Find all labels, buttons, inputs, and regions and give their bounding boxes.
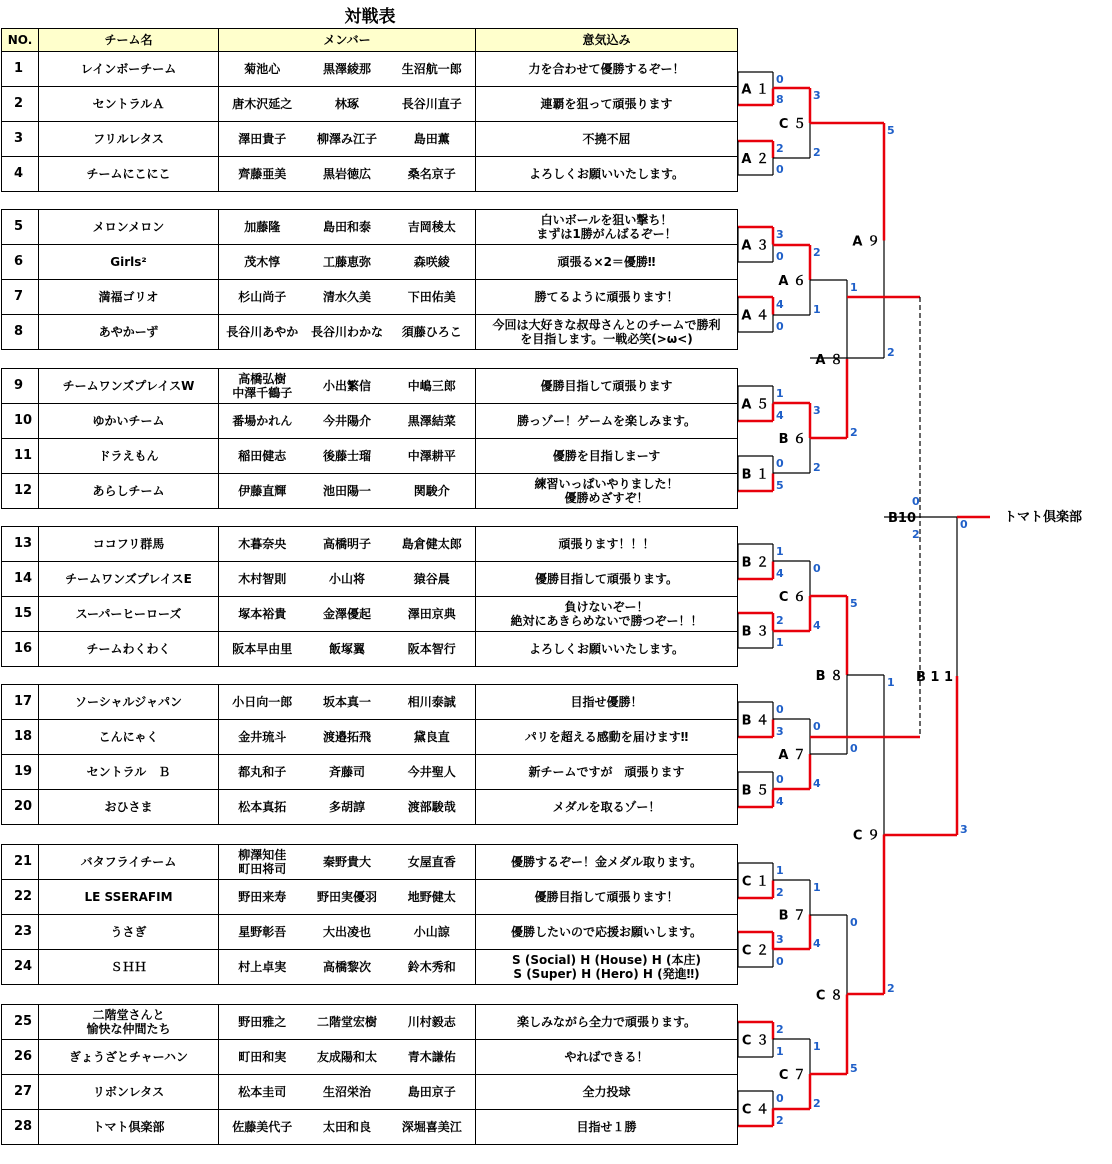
team-member: 今井聖人 — [389, 755, 476, 790]
team-spirit: 新チームですが 頑張ります — [476, 755, 738, 790]
team-member: 後藤士瑠 — [306, 439, 389, 474]
match-score-bottom: 4 — [776, 795, 784, 808]
match-score-bottom: 2 — [850, 426, 858, 439]
team-name: チームワンズプレイスE — [39, 562, 219, 597]
team-member: 黛良直 — [389, 720, 476, 755]
team-no: 12 — [2, 474, 39, 509]
team-member: 女屋直香 — [389, 845, 476, 880]
team-member: 村上卓実 — [219, 950, 306, 985]
match-score-top: 3 — [813, 404, 821, 417]
match-id: B ４ — [741, 713, 769, 729]
team-no: 14 — [2, 562, 39, 597]
match-score-bottom: 2 — [776, 1114, 784, 1127]
team-name: バタフライチーム — [39, 845, 219, 880]
team-no: 27 — [2, 1075, 39, 1110]
team-name: あらしチーム — [39, 474, 219, 509]
match-score-top: 5 — [887, 124, 895, 137]
match-score-bottom: 0 — [776, 955, 784, 968]
team-no: 6 — [2, 245, 39, 280]
team-member: 渡邉拓飛 — [306, 720, 389, 755]
match-id: A ２ — [741, 152, 769, 167]
team-member: 澤田京典 — [389, 597, 476, 632]
match-score-top: 0 — [960, 518, 968, 531]
team-name: LE SSERAFIM — [39, 880, 219, 915]
match-score-bottom: 8 — [776, 93, 784, 106]
match-id: A ５ — [741, 397, 769, 413]
team-member: 小山諒 — [389, 915, 476, 950]
team-member: 多胡諄 — [306, 790, 389, 825]
match-id: B ２ — [741, 555, 769, 571]
team-name: 二階堂さんと 愉快な仲間たち — [39, 1005, 219, 1040]
team-member: 地野健太 — [389, 880, 476, 915]
match-score-bottom: 2 — [813, 1097, 821, 1110]
team-member: 今井陽介 — [306, 404, 389, 439]
team-name: スーパーヒーローズ — [39, 597, 219, 632]
match-score-top: 1 — [776, 387, 784, 400]
match-id: C ５ — [778, 117, 806, 132]
team-name: ドラえもん — [39, 439, 219, 474]
match-score-top: 1 — [813, 1040, 821, 1053]
team-spirit: 負けないぞー！ 絶対にあきらめないで勝つぞー！！ — [476, 597, 738, 632]
team-no: 15 — [2, 597, 39, 632]
team-member: 阪本早由里 — [219, 632, 306, 667]
match-score-bottom: 4 — [813, 619, 821, 632]
team-member: 池田陽一 — [306, 474, 389, 509]
match-score-top: 0 — [776, 773, 784, 786]
match-score-top: 5 — [850, 597, 858, 610]
team-spirit: 練習いっぱいやりました！ 優勝めざすぞ！ — [476, 474, 738, 509]
match-score-top: 0 — [776, 703, 784, 716]
team-member: 木暮奈央 — [219, 527, 306, 562]
match-id: A ４ — [741, 308, 769, 324]
team-member: 町田和実 — [219, 1040, 306, 1075]
team-name: うさぎ — [39, 915, 219, 950]
match-score-bottom: 5 — [776, 479, 784, 492]
team-no: 13 — [2, 527, 39, 562]
team-no: 4 — [2, 157, 39, 192]
match-id: A ６ — [778, 274, 806, 289]
team-member: 伊藤直輝 — [219, 474, 306, 509]
team-no: 23 — [2, 915, 39, 950]
team-no: 17 — [2, 685, 39, 720]
match-score-bottom: 0 — [776, 163, 784, 176]
match-score-top: 0 — [776, 73, 784, 86]
team-member: 塚本裕貴 — [219, 597, 306, 632]
match-id: C ２ — [741, 943, 769, 959]
match-id: B 1 1 — [915, 670, 953, 685]
team-member: 杉山尚子 — [219, 280, 306, 315]
team-spirit: 優勝したいので応援お願いします。 — [476, 915, 738, 950]
team-member: 都丸和子 — [219, 755, 306, 790]
match-score-bottom: 4 — [813, 937, 821, 950]
team-member: 阪本智行 — [389, 632, 476, 667]
team-member: 黒澤結菜 — [389, 404, 476, 439]
team-member: 黒澤綾那 — [306, 52, 389, 87]
team-member: 大出凌也 — [306, 915, 389, 950]
team-member: 野田来寿 — [219, 880, 306, 915]
match-id: C ６ — [778, 590, 806, 605]
team-member: 森咲綾 — [389, 245, 476, 280]
match-score-bottom: 0 — [850, 742, 858, 755]
team-member: 柳澤知佳 町田将司 — [219, 845, 306, 880]
team-no: 16 — [2, 632, 39, 667]
match-score-bottom: 3 — [960, 823, 968, 836]
team-member: 川村毅志 — [389, 1005, 476, 1040]
team-member: 吉岡稜太 — [389, 210, 476, 245]
match-score-bottom: 4 — [776, 567, 784, 580]
team-name: チームにこにこ — [39, 157, 219, 192]
team-member: 長谷川あやか — [219, 315, 306, 350]
team-member: 柳澤み江子 — [306, 122, 389, 157]
team-no: 2 — [2, 87, 39, 122]
team-no: 25 — [2, 1005, 39, 1040]
team-spirit: やればできる！ — [476, 1040, 738, 1075]
match-score-top: 0 — [912, 495, 920, 508]
team-member: 清水久美 — [306, 280, 389, 315]
team-name: ソーシャルジャパン — [39, 685, 219, 720]
team-member: 林琢 — [306, 87, 389, 122]
match-score-bottom: 2 — [887, 346, 895, 359]
team-member: 坂本真一 — [306, 685, 389, 720]
team-member: 生沼航一郎 — [389, 52, 476, 87]
team-name: おひさま — [39, 790, 219, 825]
team-no: 8 — [2, 315, 39, 350]
team-member: 生沼栄治 — [306, 1075, 389, 1110]
team-member: 須藤ひろこ — [389, 315, 476, 350]
match-score-bottom: 1 — [813, 303, 821, 316]
team-no: 22 — [2, 880, 39, 915]
team-name: Girls² — [39, 245, 219, 280]
team-no: 19 — [2, 755, 39, 790]
team-member: 野田雅之 — [219, 1005, 306, 1040]
team-no: 10 — [2, 404, 39, 439]
team-member: 飯塚翼 — [306, 632, 389, 667]
team-member: 齊藤亜美 — [219, 157, 306, 192]
match-score-bottom: 3 — [776, 725, 784, 738]
team-member: 小山将 — [306, 562, 389, 597]
match-score-top: 0 — [813, 720, 821, 733]
match-id: B ３ — [741, 624, 769, 640]
match-score-bottom: 4 — [776, 409, 784, 422]
team-name: トマト倶楽部 — [39, 1110, 219, 1145]
match-id: A ８ — [815, 353, 843, 368]
page-title: 対戦表 — [344, 7, 396, 27]
match-score-bottom: 2 — [887, 982, 895, 995]
match-score-top: 0 — [813, 562, 821, 575]
match-score-bottom: 1 — [776, 636, 784, 649]
header-members: メンバー — [219, 29, 476, 52]
team-no: 21 — [2, 845, 39, 880]
team-spirit: パリを超える感動を届けます‼ — [476, 720, 738, 755]
team-no: 1 — [2, 52, 39, 87]
team-spirit: 優勝目指して頑張ります。 — [476, 562, 738, 597]
match-id: B ６ — [778, 432, 806, 447]
team-member: 澤田貴子 — [219, 122, 306, 157]
team-member: 島倉健太郎 — [389, 527, 476, 562]
team-spirit: S (Social) H (House) H (本庄) S (Super) H (Hero) H (発進‼) — [476, 950, 738, 985]
header-no: NO. — [2, 29, 39, 52]
match-id: A ９ — [852, 234, 880, 250]
team-member: 島田和泰 — [306, 210, 389, 245]
team-no: 9 — [2, 369, 39, 404]
team-member: 斉藤司 — [306, 755, 389, 790]
match-id: C ９ — [852, 828, 880, 844]
team-spirit: 優勝目指して頑張ります！ — [476, 880, 738, 915]
match-score-top: 1 — [813, 881, 821, 894]
team-spirit: 優勝を目指しまーす — [476, 439, 738, 474]
team-member: 鈴木秀和 — [389, 950, 476, 985]
match-score-top: 2 — [776, 142, 784, 155]
team-member: 加藤隆 — [219, 210, 306, 245]
team-spirit: よろしくお願いいたします。 — [476, 157, 738, 192]
team-no: 28 — [2, 1110, 39, 1145]
team-member: 高橋黎次 — [306, 950, 389, 985]
team-spirit: 楽しみながら全力で頑張ります。 — [476, 1005, 738, 1040]
match-score-top: 3 — [813, 89, 821, 102]
match-score-top: 2 — [776, 1023, 784, 1036]
team-spirit: 力を合わせて優勝するぞー！ — [476, 52, 738, 87]
team-spirit: 目指せ優勝！ — [476, 685, 738, 720]
team-no: 5 — [2, 210, 39, 245]
team-spirit: 勝っゾー！ゲームを楽しみます。 — [476, 404, 738, 439]
team-member: 猿谷晨 — [389, 562, 476, 597]
match-score-top: 2 — [776, 614, 784, 627]
team-name: 満福ゴリオ — [39, 280, 219, 315]
header-team: チーム名 — [39, 29, 219, 52]
team-member: 相川泰誠 — [389, 685, 476, 720]
match-score-bottom: 2 — [912, 528, 920, 541]
team-member: 渡部駿哉 — [389, 790, 476, 825]
team-spirit: 不撓不屈 — [476, 122, 738, 157]
match-score-bottom: 2 — [813, 461, 821, 474]
match-score-top: 0 — [850, 916, 858, 929]
match-score-bottom: 0 — [776, 320, 784, 333]
team-spirit: メダルを取るゾー！ — [476, 790, 738, 825]
match-score-bottom: 0 — [776, 250, 784, 263]
team-member: 高橋明子 — [306, 527, 389, 562]
team-name: チームワンズプレイスW — [39, 369, 219, 404]
match-score-top: 3 — [776, 228, 784, 241]
team-member: 工藤恵弥 — [306, 245, 389, 280]
match-score-top: 0 — [776, 1092, 784, 1105]
team-name: あやかーず — [39, 315, 219, 350]
team-member: 小日向一郎 — [219, 685, 306, 720]
match-id: B ５ — [741, 783, 769, 799]
team-spirit: 連覇を狙って頑張ります — [476, 87, 738, 122]
team-name: メロンメロン — [39, 210, 219, 245]
team-name: フリルレタス — [39, 122, 219, 157]
team-spirit: 目指せ１勝 — [476, 1110, 738, 1145]
match-id: C ７ — [778, 1068, 806, 1083]
match-id: B ７ — [778, 908, 806, 924]
match-id: B10 — [888, 511, 916, 526]
team-member: 下田佑美 — [389, 280, 476, 315]
champion-name: トマト倶楽部 — [1004, 510, 1083, 525]
team-spirit: 白いボールを狙い撃ち！ まずは1勝がんばるぞー！ — [476, 210, 738, 245]
team-member: 秦野貴大 — [306, 845, 389, 880]
team-no: 26 — [2, 1040, 39, 1075]
match-id: B １ — [741, 467, 769, 483]
match-score-bottom: 2 — [776, 886, 784, 899]
team-member: 番場かれん — [219, 404, 306, 439]
team-name: ゆかいチーム — [39, 404, 219, 439]
match-score-top: 1 — [887, 676, 895, 689]
match-score-top: 4 — [776, 298, 784, 311]
team-name: ぎょうざとチャーハン — [39, 1040, 219, 1075]
team-member: 黒岩徳広 — [306, 157, 389, 192]
team-member: 関駿介 — [389, 474, 476, 509]
team-name: レインボーチーム — [39, 52, 219, 87]
team-member: 島田京子 — [389, 1075, 476, 1110]
team-member: 高橋弘樹 中澤千鶴子 — [219, 369, 306, 404]
team-member: 青木謙佑 — [389, 1040, 476, 1075]
team-member: 金澤優起 — [306, 597, 389, 632]
team-spirit: 今回は大好きな叔母さんとのチームで勝利 を目指します。一戦必笑(>ω<) — [476, 315, 738, 350]
team-name: ＳＨＨ — [39, 950, 219, 985]
team-member: 小出繁信 — [306, 369, 389, 404]
team-member: 稲田健志 — [219, 439, 306, 474]
match-score-top: 0 — [776, 457, 784, 470]
team-name: セントラル Ｂ — [39, 755, 219, 790]
match-id: A １ — [741, 82, 769, 98]
team-member: 金井琉斗 — [219, 720, 306, 755]
match-id: C ４ — [741, 1102, 769, 1118]
team-member: 友成陽和太 — [306, 1040, 389, 1075]
team-spirit: 頑張ります！！！ — [476, 527, 738, 562]
team-member: 茂木惇 — [219, 245, 306, 280]
team-name: チームわくわく — [39, 632, 219, 667]
team-spirit: 優勝するぞー！金メダル取ります。 — [476, 845, 738, 880]
team-member: 太田和良 — [306, 1110, 389, 1145]
team-member: 島田薫 — [389, 122, 476, 157]
match-score-top: 3 — [776, 933, 784, 946]
team-spirit: 全力投球 — [476, 1075, 738, 1110]
team-no: 18 — [2, 720, 39, 755]
team-no: 11 — [2, 439, 39, 474]
team-spirit: よろしくお願いいたします。 — [476, 632, 738, 667]
match-score-bottom: 4 — [813, 777, 821, 790]
match-score-top: 2 — [813, 246, 821, 259]
team-member: 中澤耕平 — [389, 439, 476, 474]
match-id: C ３ — [741, 1033, 769, 1049]
team-name: リボンレタス — [39, 1075, 219, 1110]
team-member: 野田実優羽 — [306, 880, 389, 915]
team-no: 7 — [2, 280, 39, 315]
team-member: 二階堂宏樹 — [306, 1005, 389, 1040]
team-no: 3 — [2, 122, 39, 157]
team-member: 長谷川わかな — [306, 315, 389, 350]
match-score-bottom: 1 — [776, 1045, 784, 1058]
team-member: 中嶋三郎 — [389, 369, 476, 404]
match-score-bottom: 5 — [850, 1062, 858, 1075]
team-member: 佐藤美代子 — [219, 1110, 306, 1145]
team-no: 20 — [2, 790, 39, 825]
team-member: 星野彰吾 — [219, 915, 306, 950]
match-id: C ８ — [815, 988, 843, 1004]
match-id: A ３ — [741, 238, 769, 254]
team-name: セントラルＡ — [39, 87, 219, 122]
match-score-bottom: 2 — [813, 146, 821, 159]
team-member: 長谷川直子 — [389, 87, 476, 122]
team-spirit: 優勝目指して頑張ります — [476, 369, 738, 404]
match-id: A ７ — [778, 748, 806, 763]
team-member: 深堀喜美江 — [389, 1110, 476, 1145]
team-member: 桑名京子 — [389, 157, 476, 192]
team-member: 木村智則 — [219, 562, 306, 597]
match-score-top: 1 — [850, 281, 858, 294]
match-id: B ８ — [815, 669, 843, 684]
team-name: こんにゃく — [39, 720, 219, 755]
match-score-top: 1 — [776, 864, 784, 877]
team-spirit: 頑張る×2＝優勝‼ — [476, 245, 738, 280]
match-score-top: 1 — [776, 545, 784, 558]
match-id: C １ — [741, 874, 769, 890]
header-spirit: 意気込み — [476, 29, 738, 52]
team-member: 唐木沢延之 — [219, 87, 306, 122]
team-member: 松本真拓 — [219, 790, 306, 825]
team-no: 24 — [2, 950, 39, 985]
team-spirit: 勝てるように頑張ります！ — [476, 280, 738, 315]
team-member: 松本圭司 — [219, 1075, 306, 1110]
team-member: 菊池心 — [219, 52, 306, 87]
team-name: ココフリ群馬 — [39, 527, 219, 562]
